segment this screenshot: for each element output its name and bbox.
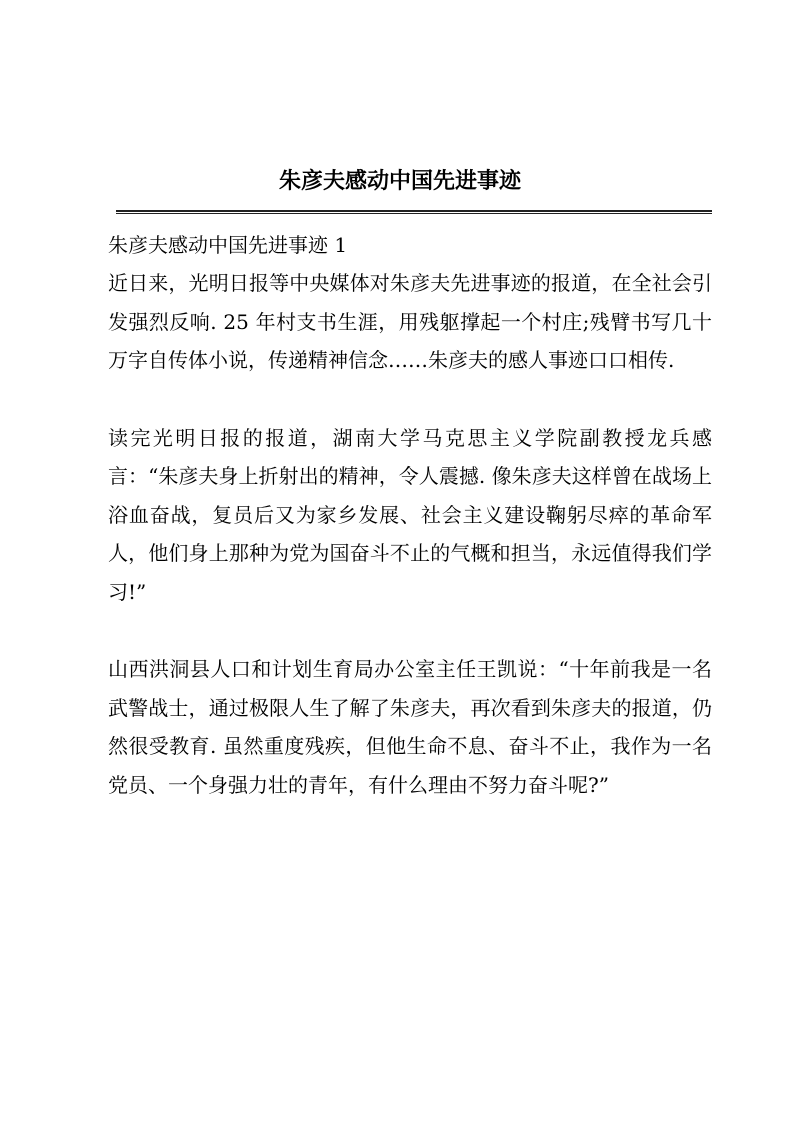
paragraph-2: 读完光明日报的报道，湖南大学马克思主义学院副教授龙兵感言：“朱彦夫身上折射出的精神，令人震撼. 像朱彦夫这样曾在战场上浴血奋战，复员后又为家乡发展、社会主义建设鞠躬尽瘁的革命军人，他们身上那种为党为国奋斗不止的气概和担当，永远值得我们学习!” — [108, 425, 712, 604]
section-heading: 朱彦夫感动中国先进事迹 1 — [108, 233, 348, 257]
title-divider — [116, 210, 712, 214]
paragraph-1: 近日来，光明日报等中央媒体对朱彦夫先进事迹的报道，在全社会引发强烈反响. 25 年村支书生涯，用残躯撑起一个村庄;残臂书写几十万字自传体小说，传递精神信念……朱彦夫的感人事迹口口相传. — [108, 271, 712, 372]
document-title: 朱彦夫感动中国先进事迹 — [278, 168, 521, 194]
paragraph-3: 山西洪洞县人口和计划生育局办公室主任王凯说：“十年前我是一名武警战士，通过极限人生了解了朱彦夫，再次看到朱彦夫的报道，仍然很受教育. 虽然重度残疾，但他生命不息、奋斗不止，我作为一名党员、一个身强力壮的青年，有什么理由不努力奋斗呢?” — [108, 657, 712, 797]
document-body — [108, 226, 712, 804]
paragraph-spacer — [108, 380, 712, 419]
paragraph-spacer — [108, 611, 712, 650]
